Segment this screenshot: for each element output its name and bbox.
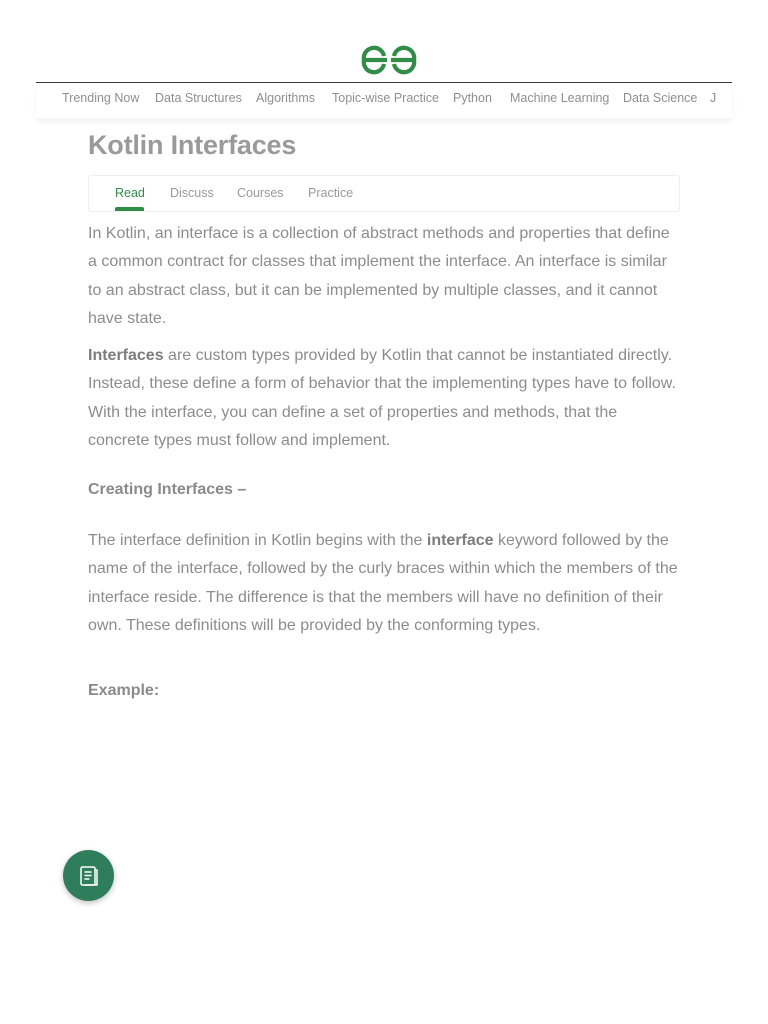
active-tab-indicator: [115, 207, 144, 211]
tab-practice[interactable]: Practice: [308, 186, 354, 200]
tab-courses[interactable]: Courses: [237, 186, 284, 200]
article-tabs: [88, 175, 680, 212]
nav-item-data-science[interactable]: Data Science: [623, 91, 698, 105]
article-toc-button[interactable]: [63, 850, 114, 901]
nav-item-machine-learning[interactable]: Machine Learning: [510, 91, 610, 105]
definition-start: The interface definition in Kotlin begins with the: [88, 532, 427, 549]
example-heading: Example:: [88, 682, 160, 699]
nav-item-overflow[interactable]: J: [710, 91, 717, 105]
gfg-logo-icon[interactable]: [360, 44, 418, 76]
tab-read[interactable]: Read: [115, 186, 145, 200]
page-title: Kotlin Interfaces: [88, 130, 297, 160]
interfaces-term: Interfaces: [88, 347, 164, 364]
nav-item-topic-wise-practice[interactable]: Topic-wise Practice: [332, 91, 439, 105]
definition-rest: keyword followed by the name of the interface, followed by the curly braces within which the members of the interface reside. The difference is that the members will have no definition of their own. These definitions will be provided by the conforming types.: [88, 532, 678, 634]
interfaces-description: are custom types provided by Kotlin that cannot be instantiated directly. Instead, these define a form of behavior that the implementing types have to follow. With the interface, you can define a set of properties and methods, that the concrete types must follow and implement.: [88, 347, 676, 449]
interfaces-paragraph: [88, 342, 680, 455]
top-nav: [36, 84, 732, 118]
interface-keyword: interface: [426, 532, 494, 549]
nav-item-trending-now[interactable]: Trending Now: [62, 91, 140, 105]
definition-paragraph: [88, 527, 680, 640]
creating-interfaces-heading: Creating Interfaces –: [88, 481, 247, 498]
article-toc-icon: [77, 864, 101, 888]
nav-item-data-structures[interactable]: Data Structures: [155, 91, 242, 105]
nav-item-algorithms[interactable]: Algorithms: [256, 91, 316, 105]
header-divider: [36, 82, 732, 83]
nav-item-python[interactable]: Python: [453, 91, 492, 105]
tab-discuss[interactable]: Discuss: [170, 186, 214, 200]
intro-paragraph: In Kotlin, an interface is a collection of abstract methods and properties that define a common contract for classes that implement the interface. An interface is similar to an abstract class, but it can be implemented by multiple classes, and it cannot have state.: [88, 225, 670, 327]
